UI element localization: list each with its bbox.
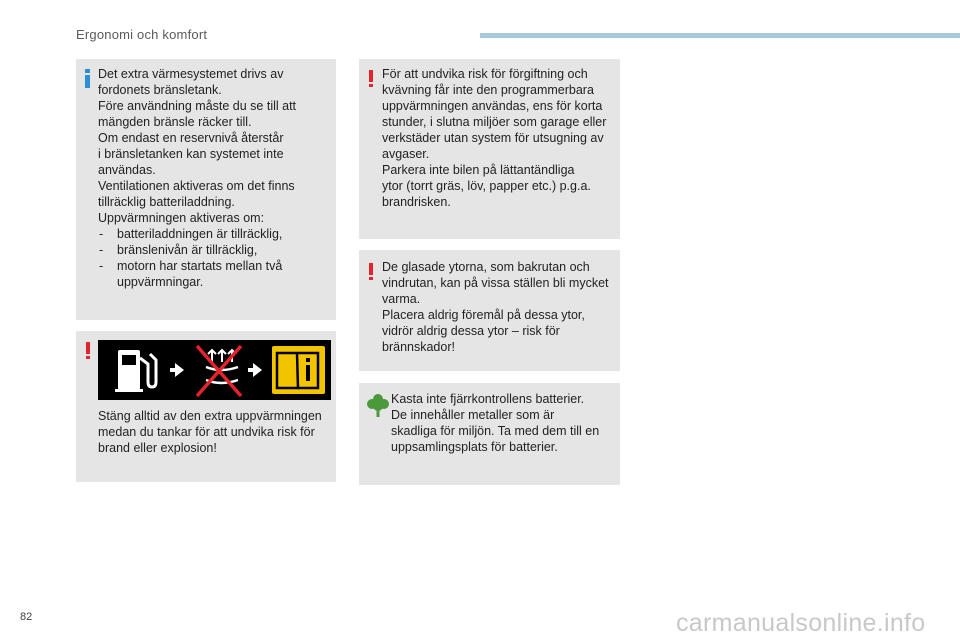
poison-warning-box (359, 59, 620, 239)
text-line: brännskador! (382, 340, 455, 354)
text-line: Parkera inte bilen på lättantändliga (382, 163, 575, 177)
text-line: Stäng alltid av den extra uppvärmningen (98, 409, 322, 423)
text-line: uppsamlingsplats för batterier. (391, 440, 558, 454)
text-line: brand eller explosion! (98, 441, 217, 455)
pictogram-svg (98, 340, 331, 400)
text-line: varma. (382, 292, 421, 306)
text-line: avgaser. (382, 147, 430, 161)
fuel-info-box (76, 59, 336, 320)
section-title: Ergonomi och komfort (76, 27, 208, 42)
text-line: De innehåller metaller som är (391, 408, 555, 422)
poison-warning-text (382, 66, 616, 210)
eco-tree-icon (367, 393, 389, 417)
text-line: brandrisken. (382, 195, 451, 209)
header-accent-bar (480, 33, 960, 38)
text-line: mängden bränsle räcker till. (98, 115, 252, 129)
battery-eco-text (391, 391, 616, 455)
manual-book-icon (272, 346, 325, 394)
warning-icon (369, 70, 373, 87)
hot-surface-warning-box (359, 250, 620, 371)
text-line: tillräcklig batteriladdning. (98, 195, 235, 209)
text-line: ytor (torrt gräs, löv, papper etc.) p.g.a. (382, 179, 591, 193)
watermark: carmanualsonline.info (676, 609, 926, 637)
text-line: fordonets bränsletank. (98, 83, 222, 97)
text-line: kvävning får inte den programmerbara (382, 83, 594, 97)
text-line: medan du tankar för att undvika risk för (98, 425, 315, 439)
text-line: uppvärmningen användas, ens för korta (382, 99, 603, 113)
arrow-right-icon (170, 363, 184, 377)
text-line: För att undvika risk för förgiftning och (382, 67, 588, 81)
condition-list (98, 226, 330, 290)
fuel-info-text (98, 66, 330, 290)
text-line: stunder, i slutna miljöer som garage eller (382, 115, 607, 129)
page-number: 82 (20, 611, 33, 623)
refuel-warning-text (98, 408, 330, 456)
hot-surface-warning-text (382, 259, 616, 355)
list-item: - bränslenivån är tillräcklig, (98, 242, 330, 258)
text-line: verkstäder utan system för utsugning av (382, 131, 604, 145)
text-line: De glasade ytorna, som bakrutan och (382, 260, 590, 274)
list-item: - motorn har startats mellan två uppvärmningar. (98, 258, 292, 290)
text-line: Placera aldrig föremål på dessa ytor, (382, 308, 585, 322)
list-item: - batteriladdningen är tillräcklig, (98, 226, 330, 242)
warning-icon (86, 342, 90, 359)
arrow-right-icon (248, 363, 262, 377)
text-line: Om endast en reservnivå återstår (98, 131, 284, 145)
text-line: Uppvärmningen aktiveras om: (98, 211, 265, 225)
text-line: vidrör aldrig dessa ytor – risk för (382, 324, 560, 338)
text-line: användas. (98, 163, 156, 177)
text-line: Före användning måste du se till att (98, 99, 297, 113)
battery-eco-box (359, 383, 620, 485)
text-line: vindrutan, kan på vissa ställen bli mycket (382, 276, 609, 290)
text-line: Det extra värmesystemet drivs av (98, 67, 284, 81)
warning-icon (369, 263, 373, 280)
text-line: skadliga för miljön. Ta med dem till en (391, 424, 600, 438)
heating-off-icon (197, 346, 241, 396)
fuel-pump-icon (115, 350, 156, 392)
info-icon (85, 69, 90, 88)
refuel-pictogram (98, 340, 331, 400)
text-line: Kasta inte fjärrkontrollens batterier. (391, 392, 585, 406)
text-line: i bränsletanken kan systemet inte (98, 147, 284, 161)
text-line: Ventilationen aktiveras om det finns (98, 179, 295, 193)
